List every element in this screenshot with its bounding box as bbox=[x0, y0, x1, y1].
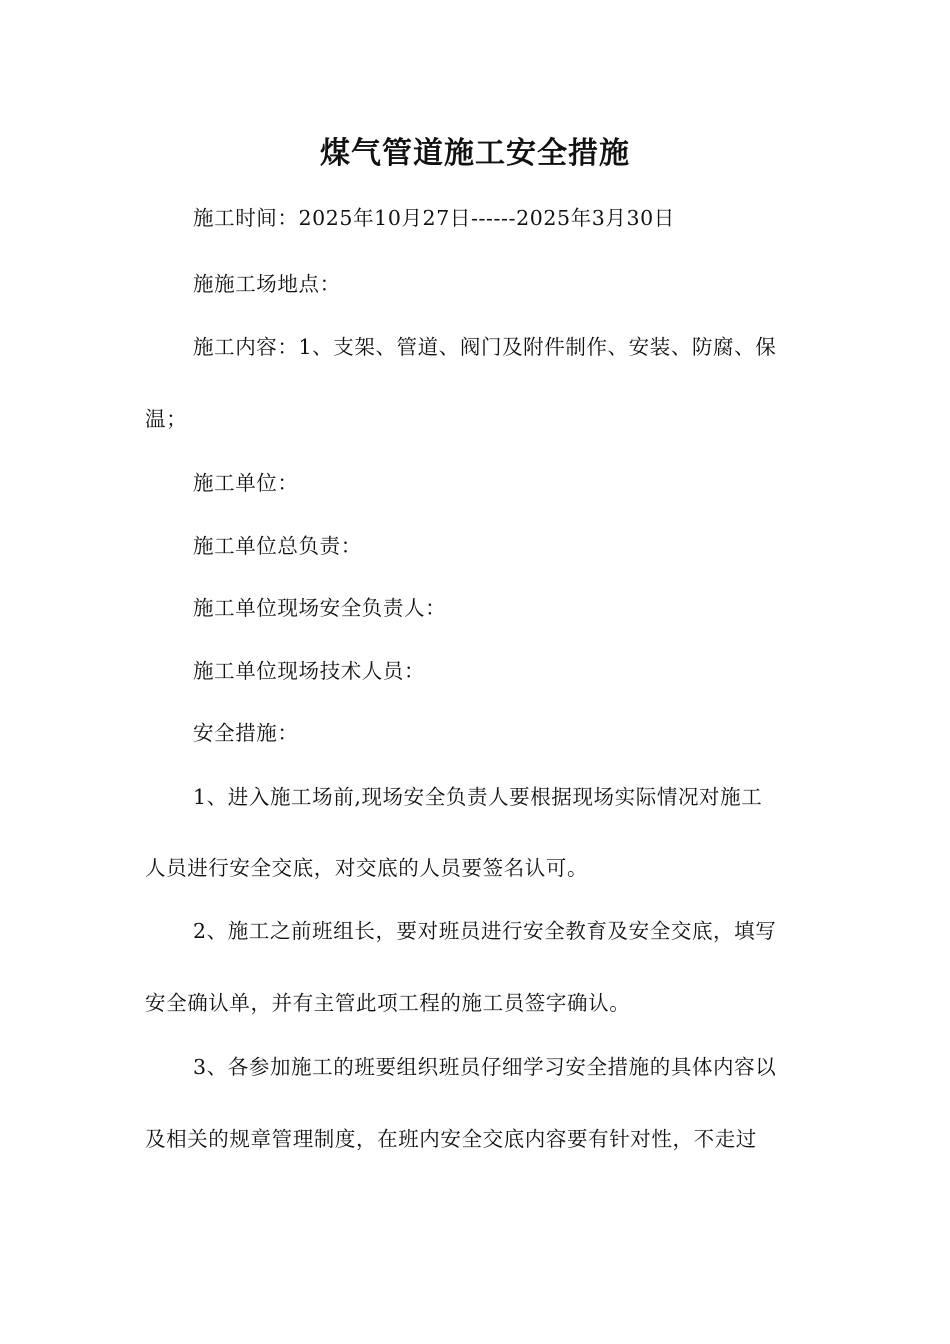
measure-2-line-1: 2、施工之前班组长，要对班员进行安全教育及安全交底，填写 bbox=[193, 919, 777, 943]
construction-content-line: 施工内容：1、支架、管道、阀门及附件制作、安装、防腐、保 bbox=[193, 335, 777, 359]
construction-site-line: 施施工场地点： bbox=[193, 272, 341, 296]
construction-content-line-cont: 温； bbox=[145, 407, 188, 431]
site-safety-officer-line: 施工单位现场安全负责人： bbox=[193, 596, 447, 620]
measure-3-line-2: 及相关的规章管理制度，在班内安全交底内容要有针对性，不走过 bbox=[145, 1127, 757, 1151]
construction-unit-line: 施工单位： bbox=[193, 471, 299, 495]
measure-2-line-2: 安全确认单，并有主管此项工程的施工员签字确认。 bbox=[145, 991, 631, 1015]
site-technician-line: 施工单位现场技术人员： bbox=[193, 659, 426, 683]
unit-chief-line: 施工单位总负责： bbox=[193, 534, 362, 558]
safety-measures-heading: 安全措施： bbox=[193, 721, 299, 745]
measure-3-line-1: 3、各参加施工的班要组织班员仔细学习安全措施的具体内容以 bbox=[193, 1055, 777, 1079]
construction-time-line: 施工时间：2025年10月27日------2025年3月30日 bbox=[193, 206, 675, 230]
measure-1-line-1: 1、进入施工场前,现场安全负责人要根据现场实际情况对施工 bbox=[193, 785, 763, 809]
document-title: 煤气管道施工安全措施 bbox=[320, 136, 630, 171]
measure-1-line-2: 人员进行安全交底，对交底的人员要签名认可。 bbox=[145, 856, 589, 880]
